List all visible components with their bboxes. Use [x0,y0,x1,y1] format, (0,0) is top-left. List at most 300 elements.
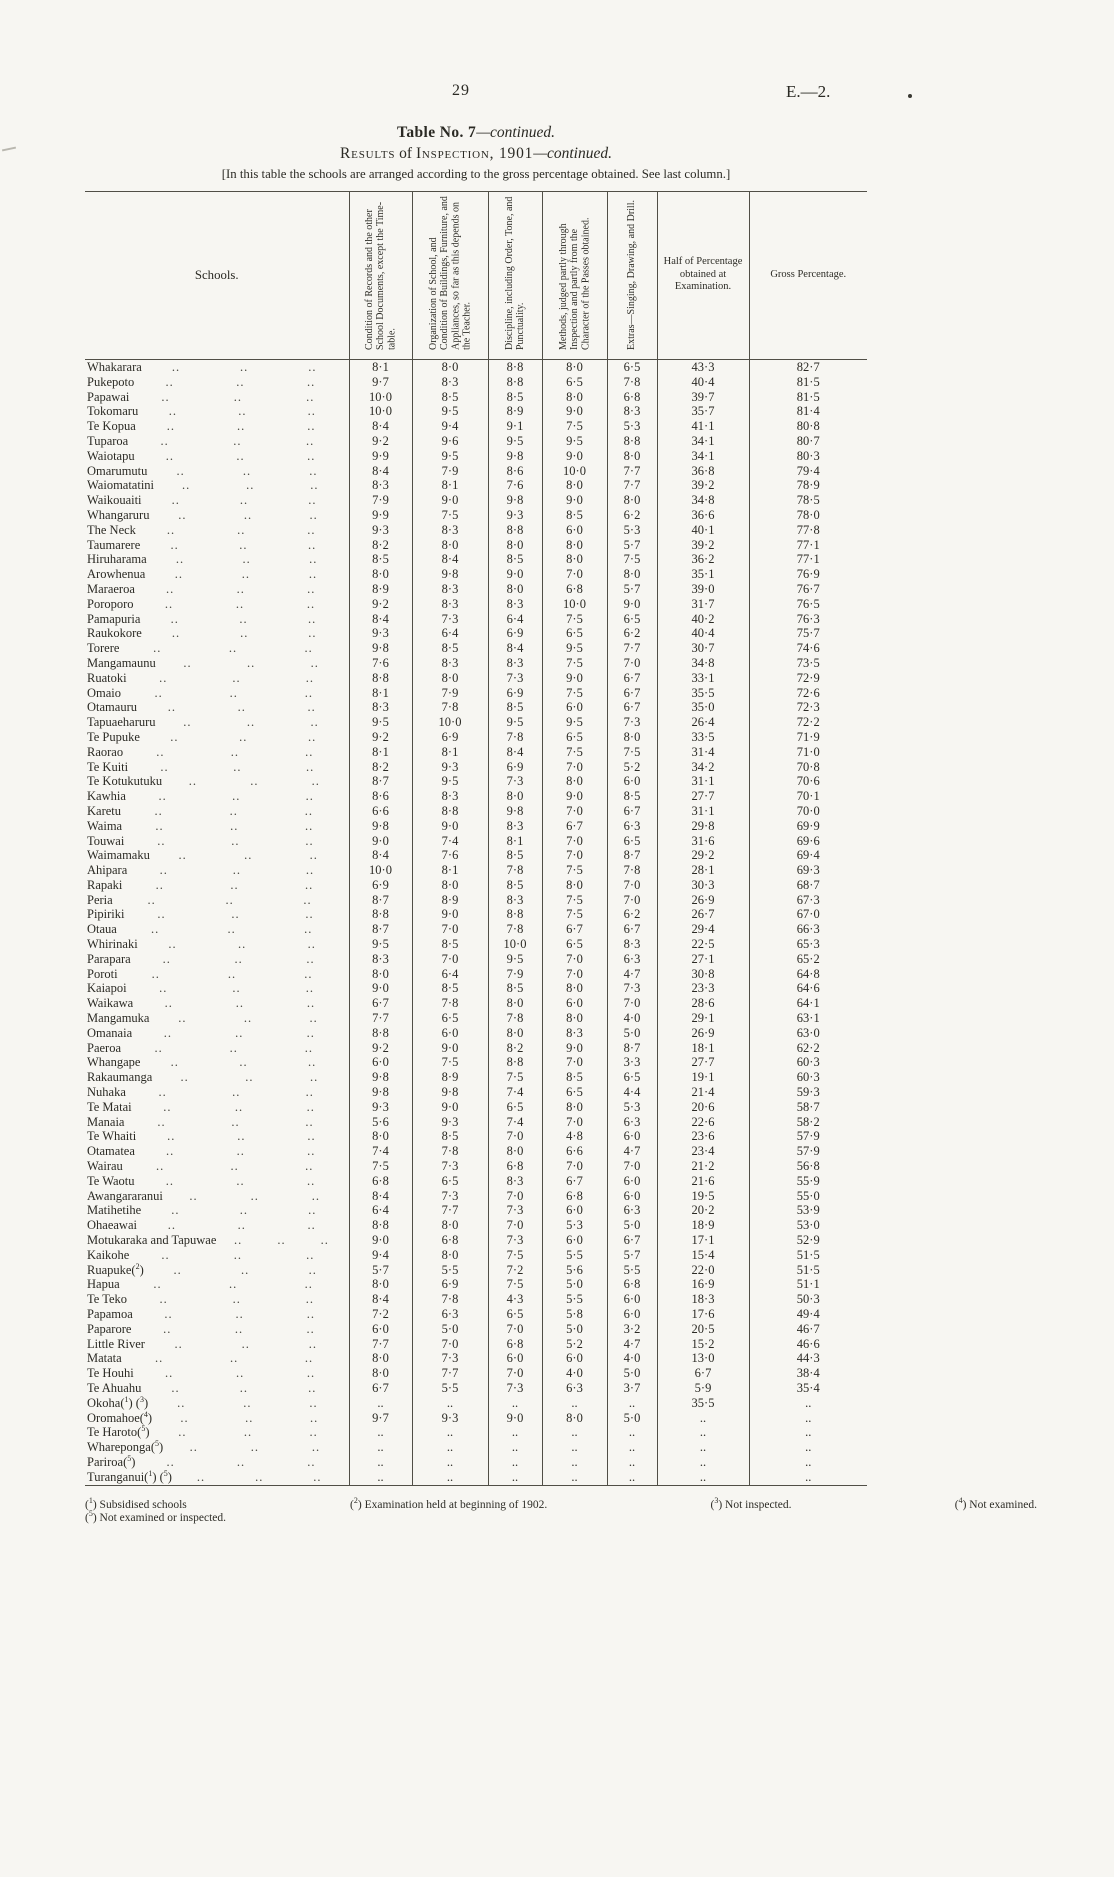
score-cell: 7·8 [412,996,488,1011]
score-cell: 7·9 [488,967,542,982]
score-cell: 9·8 [488,493,542,508]
score-cell: 8·0 [349,1366,412,1381]
school-name-cell: Te Kopua .. .. .. [87,419,316,434]
score-cell: 3·2 [607,1322,657,1337]
school-name-cell: Poroporo .. .. .. [87,596,316,611]
score-cell: 6·5 [542,626,607,641]
score-cell: 8·8 [488,907,542,922]
score-cell: 26·9 [657,1026,749,1041]
school-name-cell: Te Houhi .. .. .. [87,1366,316,1381]
score-cell: 6·3 [542,1381,607,1396]
score-cell: .. [412,1425,488,1440]
score-cell: 56·8 [749,1159,867,1174]
score-cell: 65·3 [749,937,867,952]
score-cell: 6·4 [412,626,488,641]
score-cell: 6·8 [607,390,657,405]
footnotes [85,1495,1037,1524]
score-cell: 8·3 [488,597,542,612]
school-name-cell: Te Whaiti .. .. .. [87,1129,316,1144]
table-row [85,1455,867,1470]
results-table [85,191,867,1486]
score-cell: 31·4 [657,745,749,760]
score-cell: 64·1 [749,996,867,1011]
score-cell: 8·4 [349,419,412,434]
score-cell: 16·9 [657,1277,749,1292]
score-cell: 7·9 [349,493,412,508]
score-cell: 40·1 [657,523,749,538]
score-cell: 6·0 [488,1351,542,1366]
col-header-half-percentage-text: Half of Percentage obtained at Examination. [663,256,743,293]
score-cell: 72·3 [749,700,867,715]
score-cell: 10·0 [412,715,488,730]
school-name-cell: Te Waotu .. .. .. [87,1173,316,1188]
score-cell: 9·5 [488,715,542,730]
score-cell: 9·0 [542,671,607,686]
score-cell: 9·5 [542,434,607,449]
score-cell: 53·0 [749,1218,867,1233]
score-cell: 7·2 [349,1307,412,1322]
score-cell: 8·3 [349,952,412,967]
score-cell: 6·3 [607,1115,657,1130]
score-cell: 77·1 [749,538,867,553]
score-cell: 7·7 [607,478,657,493]
score-cell: 81·4 [749,404,867,419]
table-row [85,1351,867,1366]
score-cell: 39·2 [657,478,749,493]
score-cell: 20·6 [657,1100,749,1115]
table-row [85,1396,867,1411]
col-header-organization [412,192,488,360]
score-cell: 6·9 [488,686,542,701]
score-cell: 6·5 [488,1100,542,1115]
score-cell: 8·0 [488,538,542,553]
table-row [85,789,867,804]
table-row [85,1115,867,1130]
table-row [85,834,867,849]
score-cell: 4·0 [542,1366,607,1381]
score-cell: 55·9 [749,1174,867,1189]
school-name-cell: Otaua .. .. .. [87,922,313,937]
score-cell: 8·0 [607,449,657,464]
score-cell: 7·0 [488,1366,542,1381]
score-cell: 27·7 [657,789,749,804]
score-cell: 7·0 [542,952,607,967]
school-name-cell: Nuhaka .. .. .. [87,1085,314,1100]
score-cell: 8·7 [349,774,412,789]
score-cell: 76·7 [749,582,867,597]
score-cell: 6·7 [607,804,657,819]
score-cell: 7·0 [542,804,607,819]
score-cell: 6·9 [488,760,542,775]
score-cell: 7·0 [488,1218,542,1233]
table-row [85,996,867,1011]
score-cell: 9·2 [349,730,412,745]
score-cell: 5·8 [542,1307,607,1322]
table-row [85,508,867,523]
score-cell: 8·0 [349,967,412,982]
score-cell: 5·0 [607,1218,657,1233]
score-cell: 31·1 [657,774,749,789]
score-cell: 8·2 [349,760,412,775]
score-cell: 9·8 [349,1070,412,1085]
table-row [85,1277,867,1292]
score-cell: 77·8 [749,523,867,538]
school-name-cell: Otamauru .. .. .. [87,700,316,715]
score-cell: 6·2 [607,907,657,922]
score-cell: 7·5 [607,745,657,760]
score-cell: .. [607,1425,657,1440]
score-cell: 8·9 [349,582,412,597]
score-cell: 9·6 [412,434,488,449]
score-cell: 8·3 [488,893,542,908]
score-cell: 35·7 [657,404,749,419]
score-cell: 8·0 [542,1011,607,1026]
score-cell: 39·0 [657,582,749,597]
score-cell: 7·0 [542,760,607,775]
score-cell: 6·9 [412,1277,488,1292]
score-cell: 69·3 [749,863,867,878]
score-cell: 70·0 [749,804,867,819]
score-cell: 55·0 [749,1189,867,1204]
school-name-cell: Waimamaku .. .. .. [87,848,318,863]
score-cell: 6·5 [542,375,607,390]
table-row [85,1366,867,1381]
table-row [85,597,867,612]
school-name-cell: Motukaraka and Tapuwae .. .. .. [87,1233,329,1248]
score-cell: 7·0 [542,567,607,582]
table-row [85,1411,867,1426]
score-cell: 6·2 [607,626,657,641]
table-title-continued: —continued. [476,124,555,141]
school-name-cell: Parapara .. .. .. [87,951,315,966]
score-cell: 5·0 [607,1366,657,1381]
score-cell: 6·7 [542,1174,607,1189]
school-name-cell: Matata .. .. .. [87,1351,314,1366]
score-cell: 29·4 [657,922,749,937]
score-cell: .. [349,1425,412,1440]
score-cell: 9·8 [412,567,488,582]
score-cell: .. [488,1455,542,1470]
score-cell: 8·0 [542,478,607,493]
school-name-cell: Ruatoki .. .. .. [87,670,314,685]
school-name-cell: Waikouaiti .. .. .. [87,493,317,508]
score-cell: 9·0 [542,1041,607,1056]
school-name-cell: Te Ahuahu .. .. .. [87,1380,317,1395]
score-cell: 8·5 [488,390,542,405]
col-header-extras [607,192,657,360]
score-cell: 8·8 [412,804,488,819]
score-cell: 76·9 [749,567,867,582]
score-cell: 22·6 [657,1115,749,1130]
score-cell: 9·5 [412,404,488,419]
score-cell: 8·3 [488,1174,542,1189]
score-cell: 6·7 [607,671,657,686]
table-note: [In this table the schools are arranged according to the gross percentage obtained. See last column.] [221,167,731,181]
school-name-cell: Taumarere .. .. .. [87,537,317,552]
score-cell: 5·7 [607,582,657,597]
score-cell: 38·4 [749,1366,867,1381]
score-cell: 4·4 [607,1085,657,1100]
score-cell: 29·8 [657,819,749,834]
score-cell: 7·3 [412,1189,488,1204]
school-name-cell: Raorao .. .. .. [87,744,314,759]
score-cell: .. [607,1455,657,1470]
score-cell: 9·2 [349,597,412,612]
score-cell: 9·3 [349,626,412,641]
footnote: ($^2$) Examination held at beginning of 1902. [350,1495,548,1511]
score-cell: 8·0 [412,1248,488,1263]
score-cell: 6·0 [542,700,607,715]
school-name-cell: Pukepoto .. .. .. [87,374,316,389]
score-cell: .. [412,1440,488,1455]
score-cell: 7·5 [412,1055,488,1070]
score-cell: 8·4 [349,464,412,479]
score-cell: 7·5 [542,863,607,878]
score-cell: .. [607,1396,657,1411]
table-row [85,1218,867,1233]
score-cell: 39·2 [657,538,749,553]
score-cell: 5·3 [607,1100,657,1115]
score-cell: 6·5 [607,360,657,375]
score-cell: 5·2 [607,760,657,775]
score-cell: 8·0 [542,981,607,996]
table-row [85,715,867,730]
score-cell: 35·5 [657,1396,749,1411]
school-name-cell: Peria .. .. .. [87,892,312,907]
score-cell: 7·5 [349,1159,412,1174]
score-cell: 3·3 [607,1055,657,1070]
score-cell: 49·4 [749,1307,867,1322]
school-name-cell: Paeroa .. .. .. [87,1040,314,1055]
score-cell: .. [749,1440,867,1455]
score-cell: 9·3 [412,1411,488,1426]
score-cell: 46·7 [749,1322,867,1337]
score-cell: 8·8 [488,523,542,538]
score-cell: 30·8 [657,967,749,982]
score-cell: 81·5 [749,390,867,405]
score-cell: 9·3 [349,1100,412,1115]
score-cell: 5·5 [412,1381,488,1396]
score-cell: .. [657,1455,749,1470]
score-cell: 9·8 [349,641,412,656]
school-name-cell: Paparore .. .. .. [87,1321,315,1336]
score-cell: 30·7 [657,641,749,656]
score-cell: 8·6 [488,464,542,479]
score-cell: 8·8 [607,434,657,449]
score-cell: 9·9 [349,508,412,523]
school-name-cell: Whirinaki .. .. .. [87,937,316,952]
score-cell: 34·1 [657,434,749,449]
score-cell: 52·9 [749,1233,867,1248]
score-cell: 7·8 [412,1292,488,1307]
score-cell: 6·7 [607,1233,657,1248]
score-cell: 6·0 [607,1189,657,1204]
score-cell: 8·8 [488,375,542,390]
score-cell: 22·5 [657,937,749,952]
score-cell: .. [657,1470,749,1485]
score-cell: 9·5 [349,715,412,730]
score-cell: 9·5 [488,952,542,967]
score-cell: 9·8 [349,1085,412,1100]
score-cell: 17·1 [657,1233,749,1248]
school-name-cell: Arowhenua .. .. .. [87,567,318,582]
table-row [85,582,867,597]
school-name-cell: Mangamuka .. .. .. [87,1011,318,1026]
school-name-cell: Tuparoa .. .. .. [87,433,315,448]
score-cell: 9·5 [488,434,542,449]
score-cell: 8·5 [412,390,488,405]
score-cell: 8·0 [412,878,488,893]
score-cell: 34·2 [657,760,749,775]
table-row [85,1041,867,1056]
score-cell: 8·3 [412,582,488,597]
score-cell: 7·0 [488,1129,542,1144]
school-name-cell: Whareponga($^5$) .. .. .. [87,1440,321,1455]
score-cell: 8·0 [349,1129,412,1144]
score-cell: .. [657,1411,749,1426]
table-row [85,464,867,479]
school-name-cell: Pariroa($^5$) .. .. .. [87,1454,316,1469]
score-cell: 66·3 [749,922,867,937]
school-name-cell: Okoha($^1$) ($^3$) .. .. .. [87,1395,318,1410]
score-cell: 21·6 [657,1174,749,1189]
score-cell: 9·4 [349,1248,412,1263]
score-cell: 18·1 [657,1041,749,1056]
footnotes-line1 [85,1495,1037,1511]
score-cell: 9·0 [488,1411,542,1426]
score-cell: 10·0 [349,390,412,405]
school-name-cell: Rakaumanga .. .. .. [87,1070,319,1085]
score-cell: 5·6 [349,1115,412,1130]
score-cell: 8·3 [488,819,542,834]
score-cell: 7·5 [542,893,607,908]
table-row [85,967,867,982]
score-cell: 6·0 [542,1351,607,1366]
score-cell: 10·0 [349,404,412,419]
table-row [85,730,867,745]
score-cell: 7·7 [412,1203,488,1218]
score-cell: 8·7 [607,848,657,863]
score-cell: 7·0 [607,656,657,671]
footnote: ($^5$) Not examined or inspected. [85,1508,227,1524]
score-cell: 69·6 [749,834,867,849]
score-cell: 7·8 [488,863,542,878]
score-cell: 69·9 [749,819,867,834]
score-cell: 7·0 [542,1115,607,1130]
score-cell: 8·0 [542,774,607,789]
score-cell: 44·3 [749,1351,867,1366]
score-cell: 8·3 [542,1026,607,1041]
school-name-cell: Waima .. .. .. [87,818,314,833]
margin-mark-artifact [2,147,16,152]
score-cell: 31·6 [657,834,749,849]
score-cell: 7·4 [412,834,488,849]
page-header [0,82,1114,108]
score-cell: 19·5 [657,1189,749,1204]
score-cell: 6·0 [349,1055,412,1070]
score-cell: 8·8 [349,907,412,922]
table-row [85,538,867,553]
score-cell: 63·1 [749,1011,867,1026]
score-cell: 8·5 [412,1129,488,1144]
score-cell: 18·3 [657,1292,749,1307]
score-cell: 67·0 [749,907,867,922]
score-cell: 72·9 [749,671,867,686]
score-cell: 68·7 [749,878,867,893]
score-cell: 35·5 [657,686,749,701]
table-row [85,1425,867,1440]
score-cell: 6·4 [349,1203,412,1218]
score-cell: 70·6 [749,774,867,789]
school-name-cell: Te Pupuke .. .. .. [87,729,317,744]
table-row [85,745,867,760]
score-cell: 7·3 [488,1381,542,1396]
score-cell: 7·8 [488,922,542,937]
score-cell: 33·5 [657,730,749,745]
subtitle-of: of [395,145,416,162]
score-cell: 6·2 [607,508,657,523]
score-cell: 5·0 [607,1411,657,1426]
table-row [85,1263,867,1278]
score-cell: 7·0 [488,1189,542,1204]
score-cell: 10·0 [488,937,542,952]
score-cell: 9·0 [412,819,488,834]
table-row [85,1203,867,1218]
score-cell: 15·4 [657,1248,749,1263]
score-cell: 9·0 [488,567,542,582]
score-cell: 9·9 [349,449,412,464]
score-cell: 7·5 [412,508,488,523]
score-cell: 9·8 [488,804,542,819]
score-cell: 50·3 [749,1292,867,1307]
score-cell: 9·3 [412,1115,488,1130]
school-name-cell: Tapuaeharuru .. .. .. [87,715,319,730]
score-cell: 78·5 [749,493,867,508]
score-cell: 5·6 [542,1263,607,1278]
score-cell: 67·3 [749,893,867,908]
score-cell: 8·1 [412,863,488,878]
table-row [85,952,867,967]
score-cell: 7·5 [542,419,607,434]
score-cell: 8·3 [607,937,657,952]
score-cell: 40·4 [657,626,749,641]
score-cell: .. [412,1455,488,1470]
school-name-cell: Karetu .. .. .. [87,803,314,818]
col-header-gross-percentage [749,192,867,360]
score-cell: 8·5 [349,552,412,567]
score-cell: 8·0 [488,1144,542,1159]
score-cell: 7·0 [488,1322,542,1337]
score-cell: .. [749,1455,867,1470]
score-cell: 51·5 [749,1248,867,1263]
score-cell: 6·7 [607,700,657,715]
score-cell: 40·4 [657,375,749,390]
score-cell: 9·5 [349,937,412,952]
score-cell: 8·0 [349,1277,412,1292]
score-cell: 7·3 [412,1159,488,1174]
table-row [85,1322,867,1337]
score-cell: 8·0 [349,1351,412,1366]
score-cell: 7·8 [488,730,542,745]
score-cell: .. [488,1425,542,1440]
score-cell: 71·0 [749,745,867,760]
score-cell: 9·5 [542,641,607,656]
school-name-cell: Whangape .. .. .. [87,1055,317,1070]
score-cell: 7·8 [607,375,657,390]
score-cell: 7·4 [349,1144,412,1159]
score-cell: 5·2 [542,1337,607,1352]
table-row [85,819,867,834]
